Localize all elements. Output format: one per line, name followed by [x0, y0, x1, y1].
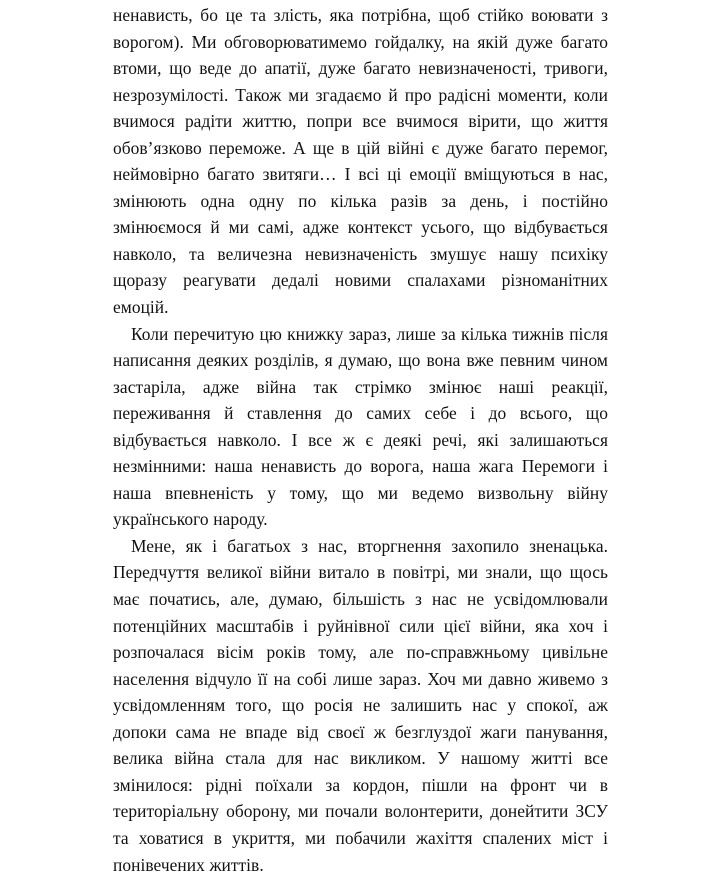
paragraph-3: Мене, як і багатьох з нас, вторгнення захопило зненацька. Передчуття великої війни витало в повітрі, ми знали, що щось має початись, але, думаю, більшість з нас не усвідомлювали потенційних масштабів і руйнівної сили цієї війни, яка хоч і розпочалася вісім років тому, але по-справжньому цивільне населення відчуло її на собі лише зараз. Хоч ми давно живемо з усвідомленням того, що росія не залишить нас у спокої, аж допоки сама не впаде від своєї ж безглуздої жаги панування, велика війна стала для нас викликом. У нашому житті все змінилося: рідні поїхали за кордон, пішли на фронт чи в територіальну оборону, ми почали волонтерити, донейтити ЗСУ та ховатися в укриття, ми побачили жахіття спалених міст і понівечених життів. [113, 535, 608, 875]
paragraph-1: ненависть, бо це та злість, яка потрібна, щоб стійко воювати з ворогом). Ми обговорюватимемо гойдалку, на якій дуже багато втоми, що веде до апатії, дуже багато невизначеності, тривоги, незрозумілості. Також ми згадаємо й про радісні моменти, коли вчимося радіти життю, попри все вчимося вірити, що життя обов’язково переможе. А ще в цій війні є дуже багато перемог, неймовірно багато звитяги… І всі ці емоції вміщуються в нас, змінюють одна одну по кілька разів за день, і постійно змінюємося й ми самі, адже контекст усього, що відбувається навколо, та величезна невизначеність змушує нашу психіку щоразу реагувати дедалі новими спалахами різноманітних емоцій. [113, 5, 608, 318]
body-text-column [113, 2, 608, 878]
paragraph-2: Коли перечитую цю книжку зараз, лише за кілька тижнів після написання деяких розділів, я думаю, що вона вже певним чином застаріла, адже війна так стрімко змінює наші реакції, переживання й ставлення до самих себе і до всього, що відбувається навколо. І все ж є деякі речі, які залишаються незмінними: наша ненависть до ворога, наша жага Перемоги і наша впевненість у тому, що ми ведемо визвольну війну українського народу. [113, 323, 608, 530]
